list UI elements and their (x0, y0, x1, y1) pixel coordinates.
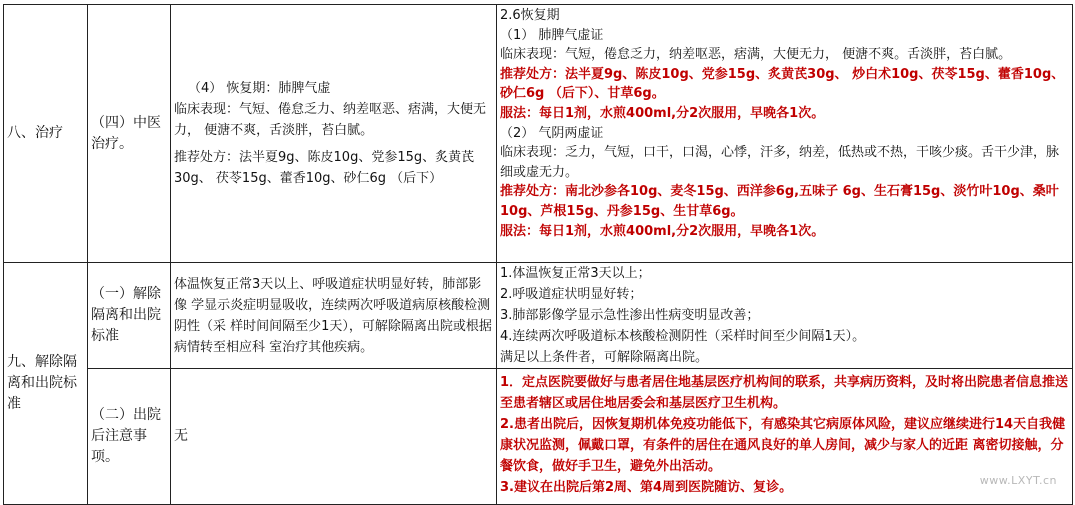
clinical-symptoms-1: 临床表现：气短，倦怠乏力，纳差呕恶，痞满，大便无力， 便溏不爽。舌淡胖，苔白腻。 (500, 47, 1012, 63)
syndrome-title-2: （2） 气阴两虚证 (500, 125, 604, 141)
current-version-cell (497, 5, 1073, 263)
subcategory-label: （二）出院后注意事项。 (91, 407, 161, 465)
table-row (4, 369, 1073, 505)
subcategory-cell-discharge-criteria (88, 263, 171, 369)
criteria-item: 2.呼吸道症状明显好转； (500, 287, 643, 302)
clinical-symptoms-2: 临床表现：乏力，气短，口干，口渴，心悸，汗多，纳差，低热或不热，干咳少痰。舌干少津，脉细或虚无力。 (500, 145, 1060, 180)
subcategory-label: （四）中医治疗。 (91, 114, 161, 152)
previous-version-cell (171, 263, 497, 369)
discharge-criteria-text: 体温恢复正常3天以上、呼吸道症状明显好转，肺部影像 学显示炎症明显吸收，连续两次呼吸道病原核酸检测阴性（采 样时间间隔至少1天），可解除隔离出院或根据病情转至相应科 室治疗其他疾病。 (174, 276, 492, 355)
subcategory-cell-post-discharge (88, 369, 171, 505)
comparison-table (3, 4, 1073, 505)
recovery-heading: （4） 恢复期：肺脾气虚 (188, 81, 331, 96)
usage-2: 服法：每日1剂，水煎400ml,分2次服用，早晚各1次。 (500, 223, 825, 239)
previous-version-cell (171, 5, 497, 263)
current-version-cell (497, 263, 1073, 369)
subcategory-label: （一）解除隔离和出院标准 (91, 286, 161, 344)
usage-1: 服法：每日1剂，水煎400ml,分2次服用，早晚各1次。 (500, 105, 825, 121)
post-discharge-item: 2.患者出院后，因恢复期机体免疫功能低下，有感染其它病原体风险，建议应继续进行14天自我健康状况监测，佩戴口罩，有条件的居住在通风良好的单人房间，减少与家人的近距 离密切接触，分餐饮食，做好手卫生，避免外出活动。 (500, 417, 1066, 474)
criteria-conclusion: 满足以上条件者，可解除隔离出院。 (500, 350, 709, 365)
prescription-2: 推荐处方：南北沙参各10g、麦冬15g、西洋参6g,五味子 6g、生石膏15g、淡竹叶10g、桑叶10g、芦根15g、丹参15g、生甘草6g。 (500, 184, 1059, 219)
syndrome-title-1: （1） 肺脾气虚证 (500, 27, 604, 43)
criteria-item: 3.肺部影像学显示急性渗出性病变明显改善； (500, 308, 760, 323)
category-cell-treatment (4, 5, 88, 263)
previous-version-cell (171, 369, 497, 505)
watermark: www.LXYT.cn (979, 474, 1057, 487)
clinical-symptoms: 临床表现：气短、倦怠乏力、纳差呕恶、痞满，大便无力， 便溏不爽，舌淡胖，苔白腻。 (174, 102, 487, 138)
criteria-item: 4.连续两次呼吸道标本核酸检测阴性（采样时间至少间隔1天）。 (500, 329, 866, 344)
table-row (4, 263, 1073, 369)
subcategory-cell-tcm (88, 5, 171, 263)
category-cell-discharge (4, 263, 88, 505)
category-label: 八、治疗 (7, 125, 63, 141)
criteria-item: 1.体温恢复正常3天以上； (500, 266, 651, 281)
prescription-1: 推荐处方：法半夏9g、陈皮10g、党参15g、炙黄芪30g、 炒白术10g、茯苓15g、藿香10g、砂仁6g （后下）、甘草6g。 (500, 66, 1065, 102)
recommended-prescription: 推荐处方：法半夏9g、陈皮10g、党参15g、炙黄芪30g、 茯苓15g、藿香10g、砂仁6g （后下） (174, 150, 475, 186)
post-discharge-item: 3.建议在出院后第2周、第4周到医院随访、复诊。 (500, 480, 793, 495)
category-label: 九、解除隔离和出院标准 (7, 354, 77, 412)
section-heading: 2.6恢复期 (500, 8, 560, 23)
post-discharge-item: 1．定点医院要做好与患者居住地基层医疗机构间的联系，共享病历资料，及时将出院患者信息推送至患者辖区或居住地居委会和基层医疗卫生机构。 (500, 375, 1069, 411)
table-row (4, 5, 1073, 263)
none-text: 无 (174, 428, 188, 444)
